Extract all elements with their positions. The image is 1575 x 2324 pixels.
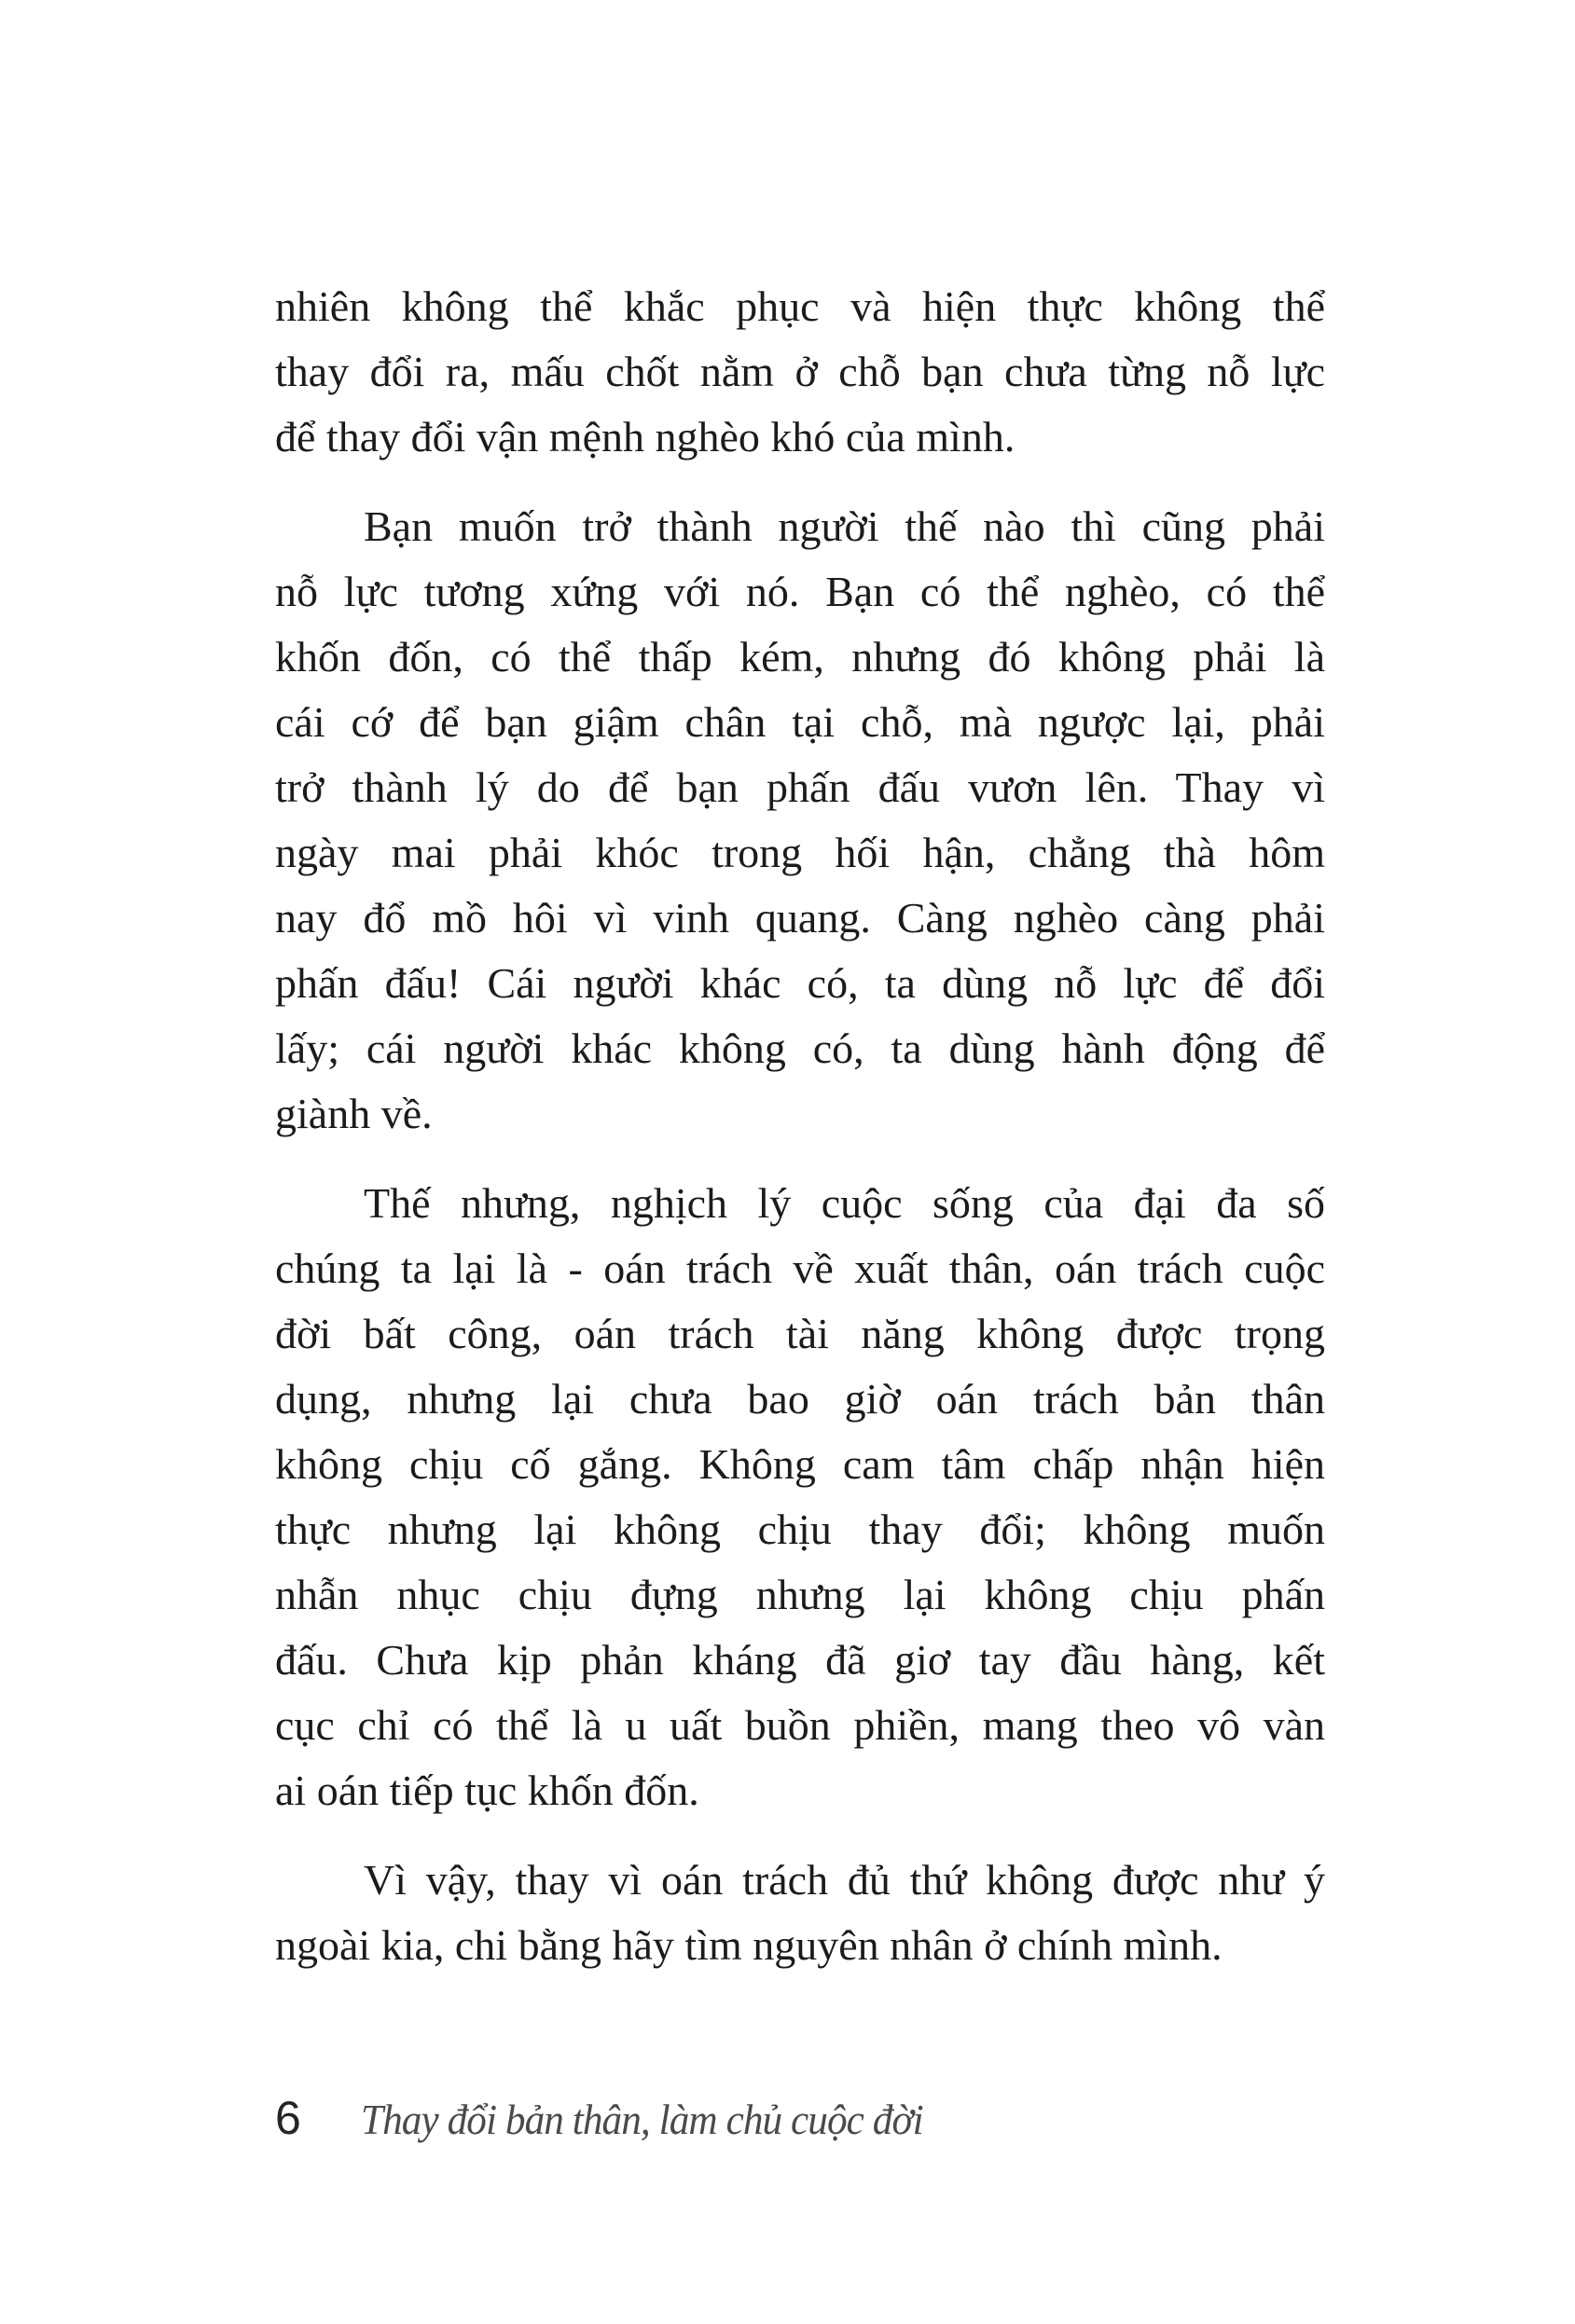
text-line: ngày mai phải khóc trong hối hận, chẳng thà hôm <box>275 829 1325 876</box>
text-line: phấn đấu! Cái người khác có, ta dùng nỗ lực để đổi <box>275 959 1325 1007</box>
text-line: Vì vậy, thay vì oán trách đủ thứ không được như ý <box>364 1856 1325 1904</box>
text-line: nhẫn nhục chịu đựng nhưng lại không chịu phấn <box>275 1571 1325 1618</box>
text-line: ngoài kia, chi bằng hãy tìm nguyên nhân ở chính mình. <box>275 1921 1223 1969</box>
page-number: 6 <box>275 2092 301 2144</box>
text-line: nỗ lực tương xứng với nó. Bạn có thể nghèo, có thể <box>275 568 1325 615</box>
text-line: chúng ta lại là - oán trách về xuất thân, oán trách cuộc <box>275 1245 1325 1292</box>
text-line: để thay đổi vận mệnh nghèo khó của mình. <box>275 413 1015 461</box>
text-line: nay đổ mồ hôi vì vinh quang. Càng nghèo càng phải <box>275 894 1325 942</box>
text-line: cái cớ để bạn giậm chân tại chỗ, mà ngược lại, phải <box>275 698 1325 746</box>
paragraph <box>275 274 1325 470</box>
text-line: đời bất công, oán trách tài năng không được trọng <box>275 1310 1325 1357</box>
text-line: không chịu cố gắng. Không cam tâm chấp nhận hiện <box>275 1440 1325 1488</box>
text-line: ai oán tiếp tục khốn đốn. <box>275 1767 699 1814</box>
text-line: Thế nhưng, nghịch lý cuộc sống của đại đa số <box>364 1179 1325 1227</box>
paragraph <box>275 494 1325 1147</box>
text-line: thực nhưng lại không chịu thay đổi; không muốn <box>275 1506 1325 1553</box>
text-line: giành về. <box>275 1090 433 1137</box>
text-line: thay đổi ra, mấu chốt nằm ở chỗ bạn chưa từng nỗ lực <box>275 348 1325 395</box>
text-line: cục chỉ có thể là u uất buồn phiền, mang theo vô vàn <box>275 1701 1325 1749</box>
text-line: khốn đốn, có thể thấp kém, nhưng đó không phải là <box>275 633 1325 681</box>
page-footer <box>275 2091 959 2145</box>
paragraph <box>275 1848 1325 1978</box>
text-line: dụng, nhưng lại chưa bao giờ oán trách bản thân <box>275 1375 1325 1423</box>
text-line: đấu. Chưa kịp phản kháng đã giơ tay đầu hàng, kết <box>275 1636 1325 1684</box>
text-line: Bạn muốn trở thành người thế nào thì cũng phải <box>364 502 1325 550</box>
paragraph <box>275 1171 1325 1823</box>
text-line: trở thành lý do để bạn phấn đấu vươn lên. Thay vì <box>275 763 1325 811</box>
body-text <box>275 274 1325 2002</box>
running-title: Thay đổi bản thân, làm chủ cuộc đời <box>360 2096 923 2143</box>
text-line: nhiên không thể khắc phục và hiện thực không thể <box>275 282 1325 330</box>
text-line: lấy; cái người khác không có, ta dùng hành động để <box>275 1024 1325 1072</box>
